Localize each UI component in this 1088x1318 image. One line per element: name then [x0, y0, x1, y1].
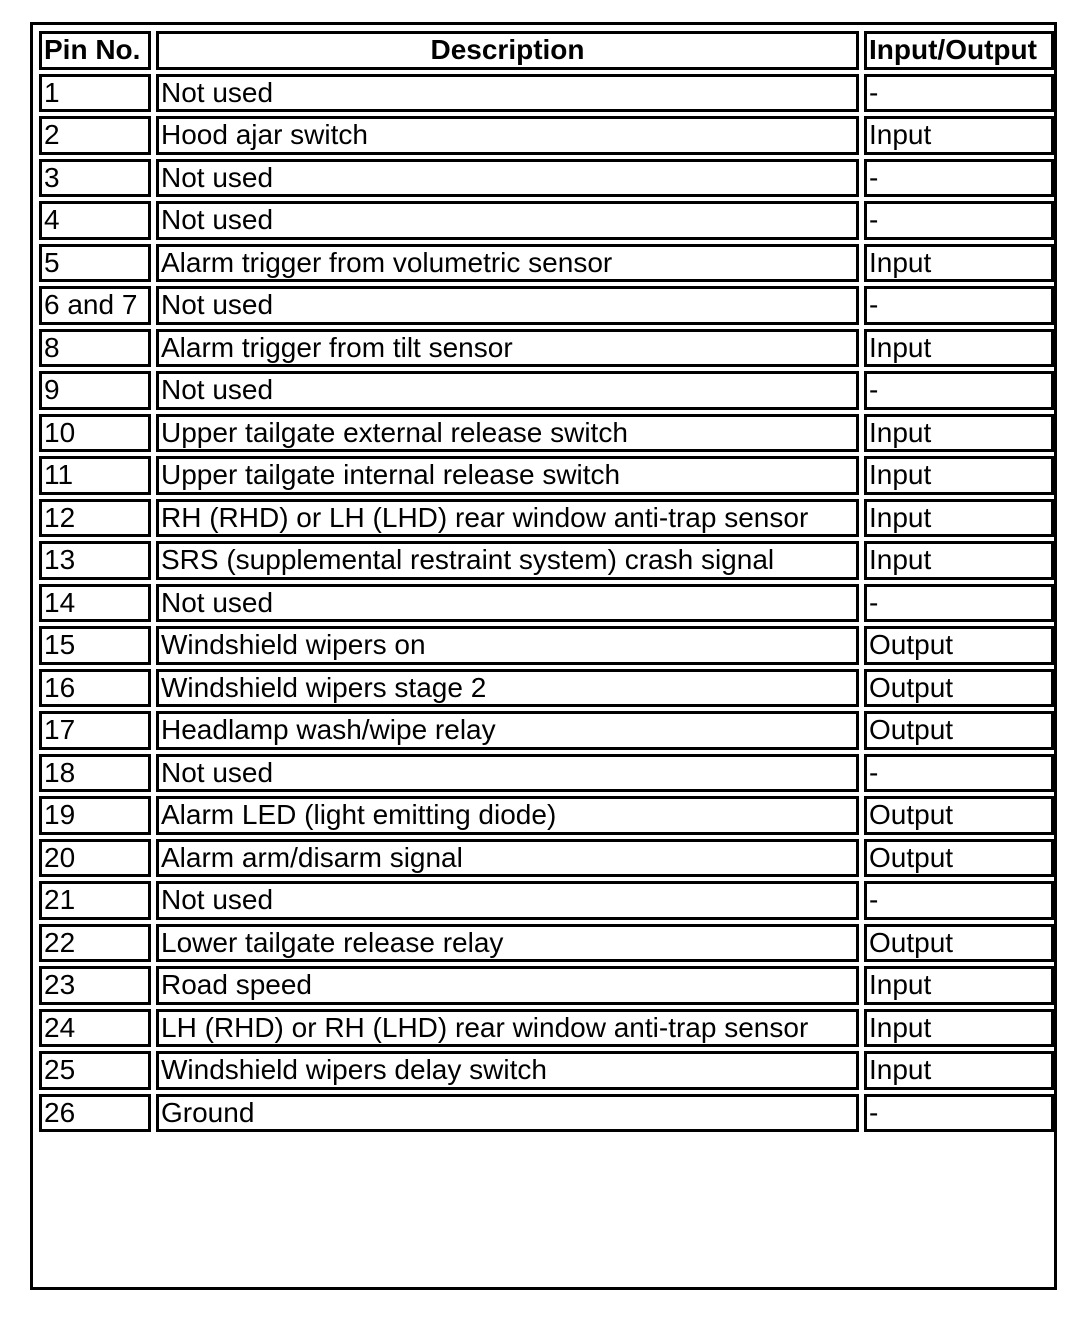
io-cell: -: [864, 74, 1054, 113]
io-cell: Output: [864, 839, 1054, 878]
table-row: [39, 244, 1054, 283]
description-cell: Not used: [156, 286, 859, 325]
table-row: [39, 881, 1054, 920]
description-cell: Not used: [156, 74, 859, 113]
table-row: [39, 924, 1054, 963]
description-cell: SRS (supplemental restraint system) crash signal: [156, 541, 859, 580]
table-row: [39, 201, 1054, 240]
table-row: [39, 371, 1054, 410]
description-cell: Upper tailgate external release switch: [156, 414, 859, 453]
table-row: [39, 839, 1054, 878]
table-row: [39, 541, 1054, 580]
description-cell: Hood ajar switch: [156, 116, 859, 155]
io-cell: -: [864, 584, 1054, 623]
table-row: [39, 754, 1054, 793]
table-row: [39, 1094, 1054, 1133]
pin-cell: 10: [39, 414, 151, 453]
io-cell: -: [864, 1094, 1054, 1133]
pin-cell: 9: [39, 371, 151, 410]
table-row: [39, 499, 1054, 538]
io-cell: Input: [864, 966, 1054, 1005]
io-cell: -: [864, 201, 1054, 240]
pin-cell: 12: [39, 499, 151, 538]
io-cell: Output: [864, 924, 1054, 963]
table-row: [39, 584, 1054, 623]
description-cell: Not used: [156, 159, 859, 198]
description-cell: LH (RHD) or RH (LHD) rear window anti-trap sensor: [156, 1009, 859, 1048]
io-cell: Output: [864, 669, 1054, 708]
pin-cell: 8: [39, 329, 151, 368]
table-row: [39, 116, 1054, 155]
io-cell: Input: [864, 541, 1054, 580]
table-row: [39, 669, 1054, 708]
io-cell: Output: [864, 711, 1054, 750]
table-row: [39, 1009, 1054, 1048]
io-cell: -: [864, 371, 1054, 410]
description-cell: Not used: [156, 754, 859, 793]
io-cell: Input: [864, 499, 1054, 538]
pin-cell: 2: [39, 116, 151, 155]
description-cell: RH (RHD) or LH (LHD) rear window anti-trap sensor: [156, 499, 859, 538]
table-row: [39, 159, 1054, 198]
description-cell: Windshield wipers on: [156, 626, 859, 665]
pin-cell: 5: [39, 244, 151, 283]
pin-cell: 23: [39, 966, 151, 1005]
header-row: [39, 31, 1054, 70]
description-cell: Not used: [156, 371, 859, 410]
table-row: [39, 1051, 1054, 1090]
pin-cell: 3: [39, 159, 151, 198]
description-cell: Not used: [156, 584, 859, 623]
description-cell: Not used: [156, 881, 859, 920]
io-cell: Input: [864, 1009, 1054, 1048]
io-cell: -: [864, 881, 1054, 920]
io-cell: -: [864, 286, 1054, 325]
pin-cell: 21: [39, 881, 151, 920]
pin-cell: 24: [39, 1009, 151, 1048]
description-cell: Windshield wipers stage 2: [156, 669, 859, 708]
description-cell: Alarm trigger from tilt sensor: [156, 329, 859, 368]
header-description: Description: [156, 31, 859, 70]
io-cell: -: [864, 754, 1054, 793]
pin-cell: 14: [39, 584, 151, 623]
description-cell: Ground: [156, 1094, 859, 1133]
table-row: [39, 456, 1054, 495]
table-row: [39, 286, 1054, 325]
description-cell: Lower tailgate release relay: [156, 924, 859, 963]
description-cell: Alarm LED (light emitting diode): [156, 796, 859, 835]
pin-cell: 18: [39, 754, 151, 793]
pin-cell: 1: [39, 74, 151, 113]
io-cell: Output: [864, 626, 1054, 665]
table-row: [39, 966, 1054, 1005]
header-input-output: Input/Output: [864, 31, 1054, 70]
io-cell: Input: [864, 456, 1054, 495]
pin-cell: 16: [39, 669, 151, 708]
description-cell: Not used: [156, 201, 859, 240]
table-row: [39, 74, 1054, 113]
table-row: [39, 329, 1054, 368]
table-row: [39, 796, 1054, 835]
description-cell: Alarm arm/disarm signal: [156, 839, 859, 878]
table-row: [39, 711, 1054, 750]
description-cell: Upper tailgate internal release switch: [156, 456, 859, 495]
io-cell: Input: [864, 1051, 1054, 1090]
pin-cell: 22: [39, 924, 151, 963]
pin-cell: 6 and 7: [39, 286, 151, 325]
pin-cell: 20: [39, 839, 151, 878]
pin-table: [34, 27, 1059, 1136]
table-row: [39, 414, 1054, 453]
io-cell: Input: [864, 244, 1054, 283]
pin-cell: 13: [39, 541, 151, 580]
io-cell: Output: [864, 796, 1054, 835]
header-pin-no: Pin No.: [39, 31, 151, 70]
pin-cell: 15: [39, 626, 151, 665]
io-cell: Input: [864, 329, 1054, 368]
io-cell: -: [864, 159, 1054, 198]
pin-cell: 19: [39, 796, 151, 835]
table-row: [39, 626, 1054, 665]
pin-cell: 25: [39, 1051, 151, 1090]
pin-cell: 17: [39, 711, 151, 750]
description-cell: Alarm trigger from volumetric sensor: [156, 244, 859, 283]
io-cell: Input: [864, 414, 1054, 453]
io-cell: Input: [864, 116, 1054, 155]
description-cell: Windshield wipers delay switch: [156, 1051, 859, 1090]
table-body: [39, 74, 1054, 1133]
description-cell: Headlamp wash/wipe relay: [156, 711, 859, 750]
pin-cell: 11: [39, 456, 151, 495]
pin-cell: 26: [39, 1094, 151, 1133]
pin-cell: 4: [39, 201, 151, 240]
description-cell: Road speed: [156, 966, 859, 1005]
